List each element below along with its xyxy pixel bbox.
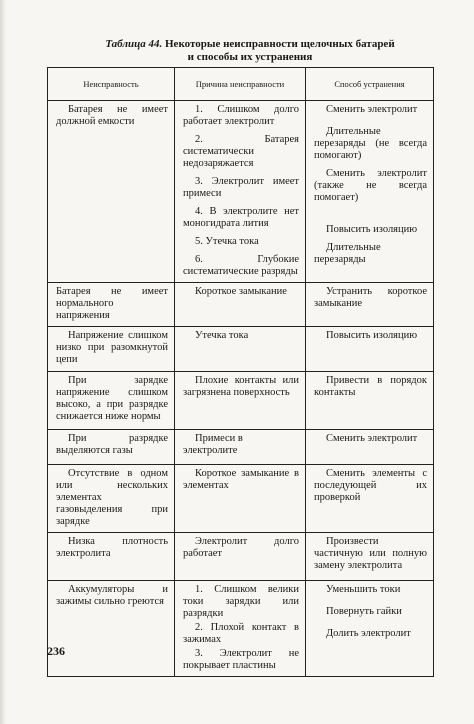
- page-gutter-shadow: [0, 0, 6, 724]
- remedy-cell: [306, 327, 434, 372]
- header-fault: Неисправность: [48, 68, 175, 101]
- cause-cell: [175, 327, 306, 372]
- faults-table: [47, 67, 434, 677]
- remedy-cell: [306, 101, 434, 283]
- fault-cell: [48, 465, 175, 533]
- cause-item: 4. В электролите нет моногидрата лития: [183, 206, 299, 229]
- remedy-cell: [306, 283, 434, 327]
- remedy-item: Привести в порядок контакты: [314, 375, 427, 398]
- remedy-item: Сменить электролит: [326, 433, 418, 444]
- cause-cell: [175, 101, 306, 283]
- table-row: [48, 327, 434, 372]
- remedy-cell: [306, 533, 434, 581]
- fault-text: Низка плотность электролита: [56, 536, 168, 559]
- fault-text: Батарея не имеет должной емкости: [56, 104, 168, 127]
- remedy-item: Сменить электролит (также не всегда помогает): [314, 168, 427, 203]
- fault-text: Батарея не имеет нормального напряжения: [56, 286, 168, 321]
- remedy-item: Устранить короткое замыкание: [314, 286, 427, 309]
- cause-item: 5. Утечка тока: [195, 236, 259, 247]
- table-row: [48, 430, 434, 465]
- table-title-line2: и способы их устранения: [187, 51, 313, 63]
- fault-text: Напряжение слишком низко при разомкнутой цепи: [56, 330, 168, 365]
- cause-cell: [175, 430, 306, 465]
- remedy-item: Долить электролит: [326, 628, 411, 639]
- fault-text: Аккумуляторы и зажимы сильно греются: [56, 584, 168, 607]
- remedy-item: Сменить элементы с последующей их проверкой: [314, 468, 427, 503]
- fault-cell: [48, 533, 175, 581]
- remedy-cell: [306, 581, 434, 677]
- cause-item: Утечка тока: [195, 330, 249, 341]
- table-title-line1: Некоторые неисправности щелочных батарей: [165, 38, 395, 50]
- remedy-cell: [306, 372, 434, 430]
- cause-item: Короткое замыкание в элементах: [183, 468, 299, 491]
- remedy-item: Длительные перезаряды (не всегда помогают): [314, 126, 427, 161]
- table-caption: [70, 38, 430, 64]
- cause-cell: [175, 533, 306, 581]
- table-row: [48, 372, 434, 430]
- remedy-item: Длительные перезаряды: [314, 242, 381, 265]
- cause-item: Электролит долго работает: [183, 536, 299, 559]
- cause-cell: [175, 465, 306, 533]
- fault-cell: [48, 372, 175, 430]
- fault-cell: [48, 430, 175, 465]
- remedy-cell: [306, 430, 434, 465]
- cause-item: Примеси в электролите: [183, 433, 243, 456]
- table-row: [48, 283, 434, 327]
- remedy-item: Уменьшить токи: [326, 584, 401, 595]
- fault-cell: [48, 283, 175, 327]
- fault-text: При зарядке напряжение слишком высоко, а при разрядке снижается ниже нормы: [56, 375, 168, 422]
- cause-item: Плохие контакты или загрязнена поверхность: [183, 375, 299, 398]
- remedy-item: Сменить электролит: [326, 104, 418, 115]
- fault-cell: [48, 581, 175, 677]
- table-row: [48, 533, 434, 581]
- cause-item: 6. Глубокие систематические разряды: [183, 254, 299, 277]
- table-header-row: [48, 68, 434, 101]
- remedy-item: Повернуть гайки: [326, 606, 402, 617]
- table-label: Таблица 44.: [105, 38, 163, 50]
- header-remedy: Способ устранения: [306, 68, 434, 101]
- page-number: 236: [47, 644, 65, 658]
- cause-item: 1. Слишком велики токи зарядки или разрядки: [183, 584, 299, 619]
- remedy-item: Повысить изоляцию: [326, 330, 418, 341]
- cause-cell: [175, 372, 306, 430]
- fault-cell: [48, 327, 175, 372]
- header-cause: Причина неисправности: [175, 68, 306, 101]
- cause-item: 3. Электролит не покрывает пластины: [183, 648, 299, 671]
- cause-cell: [175, 581, 306, 677]
- table-row: [48, 101, 434, 283]
- fault-cell: [48, 101, 175, 283]
- remedy-cell: [306, 465, 434, 533]
- cause-cell: [175, 283, 306, 327]
- cause-item: 3. Электролит имеет примеси: [183, 176, 299, 199]
- fault-text: При разрядке выделяются газы: [56, 433, 168, 456]
- remedy-item: Повысить изоляцию: [326, 224, 418, 235]
- cause-item: 2. Плохой контакт в зажимах: [183, 622, 299, 645]
- cause-item: 1. Слишком долго работает электролит: [183, 104, 299, 127]
- cause-item: 2. Батарея систематически недозаряжается: [183, 134, 299, 169]
- cause-item: Короткое замыкание: [195, 286, 287, 297]
- remedy-item: Произвести частичную или полную замену электролита: [314, 536, 427, 571]
- table-row: [48, 465, 434, 533]
- fault-text: Отсутствие в одном или нескольких элементах газовыделения при зарядке: [56, 468, 168, 527]
- table-row: [48, 581, 434, 677]
